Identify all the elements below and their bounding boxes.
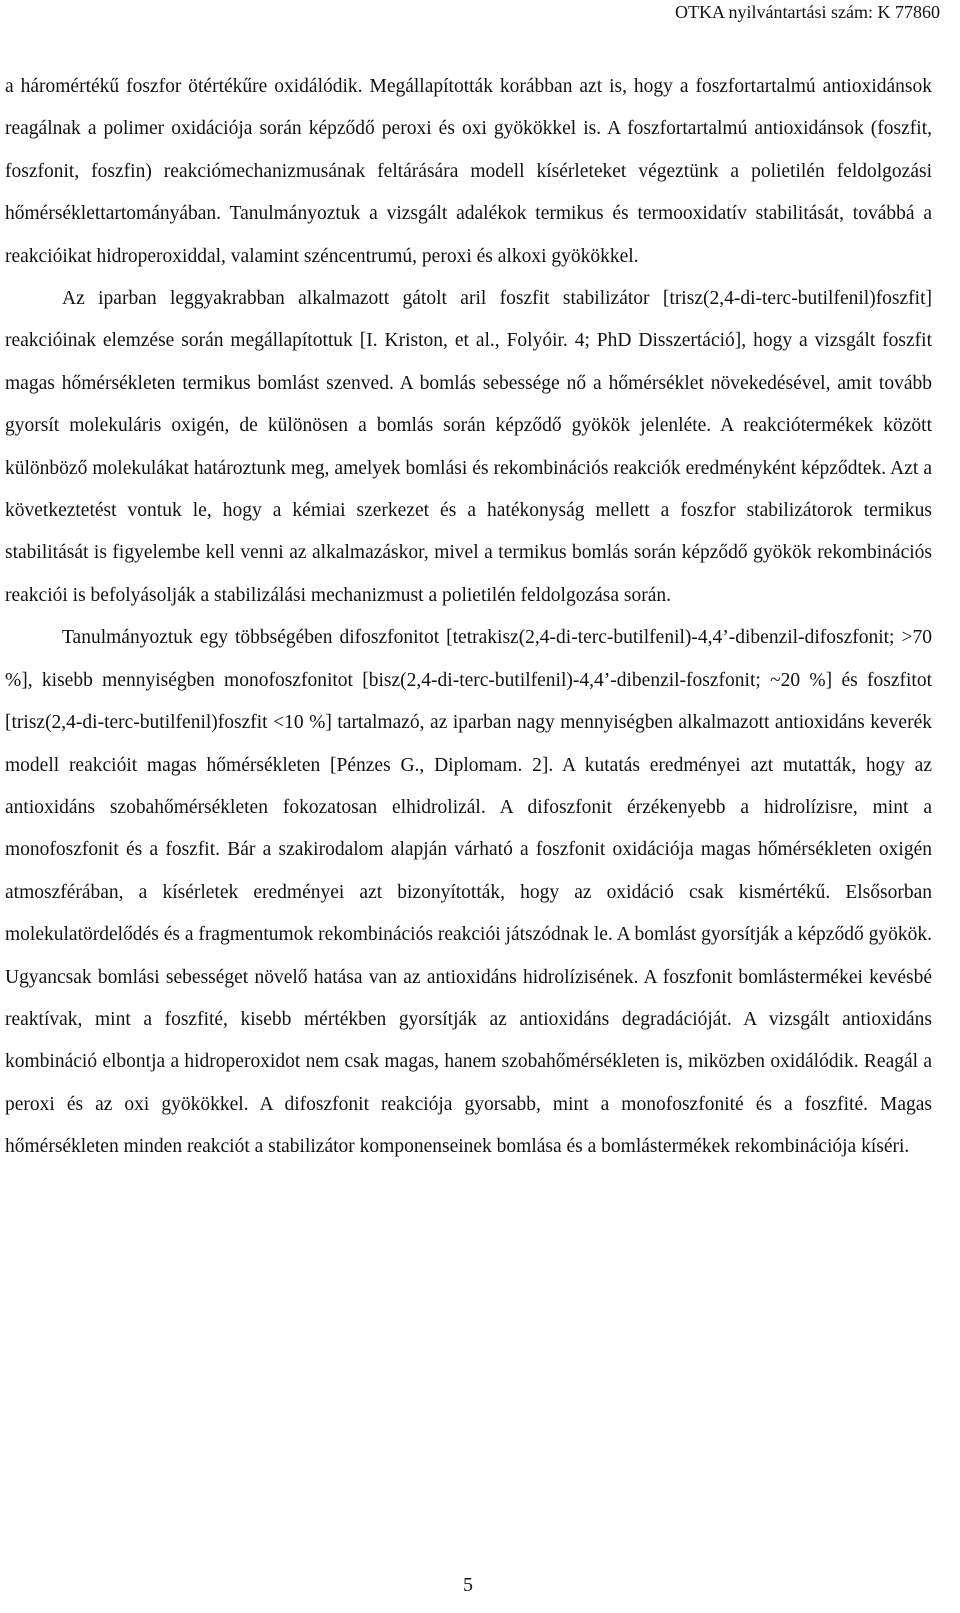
page-header: OTKA nyilvántartási szám: K 77860	[675, 2, 940, 22]
body-text	[5, 66, 932, 1169]
page-number: 5	[463, 1574, 473, 1596]
paragraph-phosphite-analysis: Az iparban leggyakrabban alkalmazott gátolt aril foszfit stabilizátor [trisz(2,4-di-terc-butilfenil)foszfit] reakcióinak elemzése során megállapítottuk [I. Kriston, et al., Folyóir. 4; PhD Disszertáció], hogy a vizsgált foszfit magas hőmérsékleten termikus bomlást szenved. A bomlás sebessége nő a hőmérséklet növekedésével, amit tovább gyorsít molekuláris oxigén, de különösen a bomlás során képződő gyökök jelenléte. A reakciótermékek között különböző molekulákat határoztunk meg, amelyek bomlási és rekombinációs reakciók eredményként képződtek. Azt a következtetést vontuk le, hogy a kémiai szerkezet és a hatékonyság mellett a foszfor stabilizátorok termikus stabilitását is figyelembe kell venni az alkalmazáskor, mivel a termikus bomlás során képződő gyökök rekombinációs reakciói is befolyásolják a stabilizálási mechanizmust a polietilén feldolgozása során.	[5, 288, 932, 606]
paragraph-antioxidant-mixture: Tanulmányoztuk egy többségében difoszfonitot [tetrakisz(2,4-di-terc-butilfenil)-4,4’-dibenzil-difoszfonit; >70 %], kisebb mennyiségben monofoszfonitot [bisz(2,4-di-terc-butilfenil)-4,4’-dibenzil-foszfonit; ~20 %] és foszfitot [trisz(2,4-di-terc-butilfenil)foszfit <10 %] tartalmazó, az iparban nagy mennyiségben alkalmazott antioxidáns keverék modell reakcióit magas hőmérsékleten [Pénzes G., Diplomam. 2]. A kutatás eredményei azt mutatták, hogy az antioxidáns szobahőmérsékleten fokozatosan elhidrolizál. A difoszfonit érzékenyebb a hidrolízisre, mint a monofoszfonit és a foszfit. Bár a szakirodalom alapján várható a foszfonit oxidációja magas hőmérsékleten oxigén atmoszférában, a kísérletek eredményei azt bizonyították, hogy az oxidáció csak kismértékű. Elsősorban molekulatördelődés és a fragmentumok rekombinációs reakciói játszódnak le. A bomlást gyorsítják a képződő gyökök. Ugyancsak bomlási sebességet növelő hatása van az antioxidáns hidrolízisének. A foszfonit bomlástermékei kevésbé reaktívak, mint a foszfité, kisebb mértékben gyorsítják az antioxidáns degradációját. A vizsgált antioxidáns kombináció elbontja a hidroperoxidot nem csak magas, hanem szobahőmérsékleten is, miközben oxidálódik. Reagál a peroxi és az oxi gyökökkel. A difoszfonit reakciója gyorsabb, mint a monofoszfonité és a foszfité. Magas hőmérsékleten minden reakciót a stabilizátor komponenseinek bomlása és a bomlástermékek rekombinációja kíséri.	[5, 627, 932, 1158]
paragraph-continuation: a háromértékű foszfor ötértékűre oxidálódik. Megállapították korábban azt is, hogy a foszfortartalmú antioxidánsok reagálnak a polimer oxidációja során képződő peroxi és oxi gyökökkel is. A foszfortartalmú antioxidánsok (foszfit, foszfonit, foszfin) reakciómechanizmusának feltárására modell kísérleteket végeztünk a polietilén feldolgozási hőmérséklettartományában. Tanulmányoztuk a vizsgált adalékok termikus és termooxidatív stabilitását, továbbá a reakcióikat hidroperoxiddal, valamint széncentrumú, peroxi és alkoxi gyökökkel.	[5, 76, 932, 267]
